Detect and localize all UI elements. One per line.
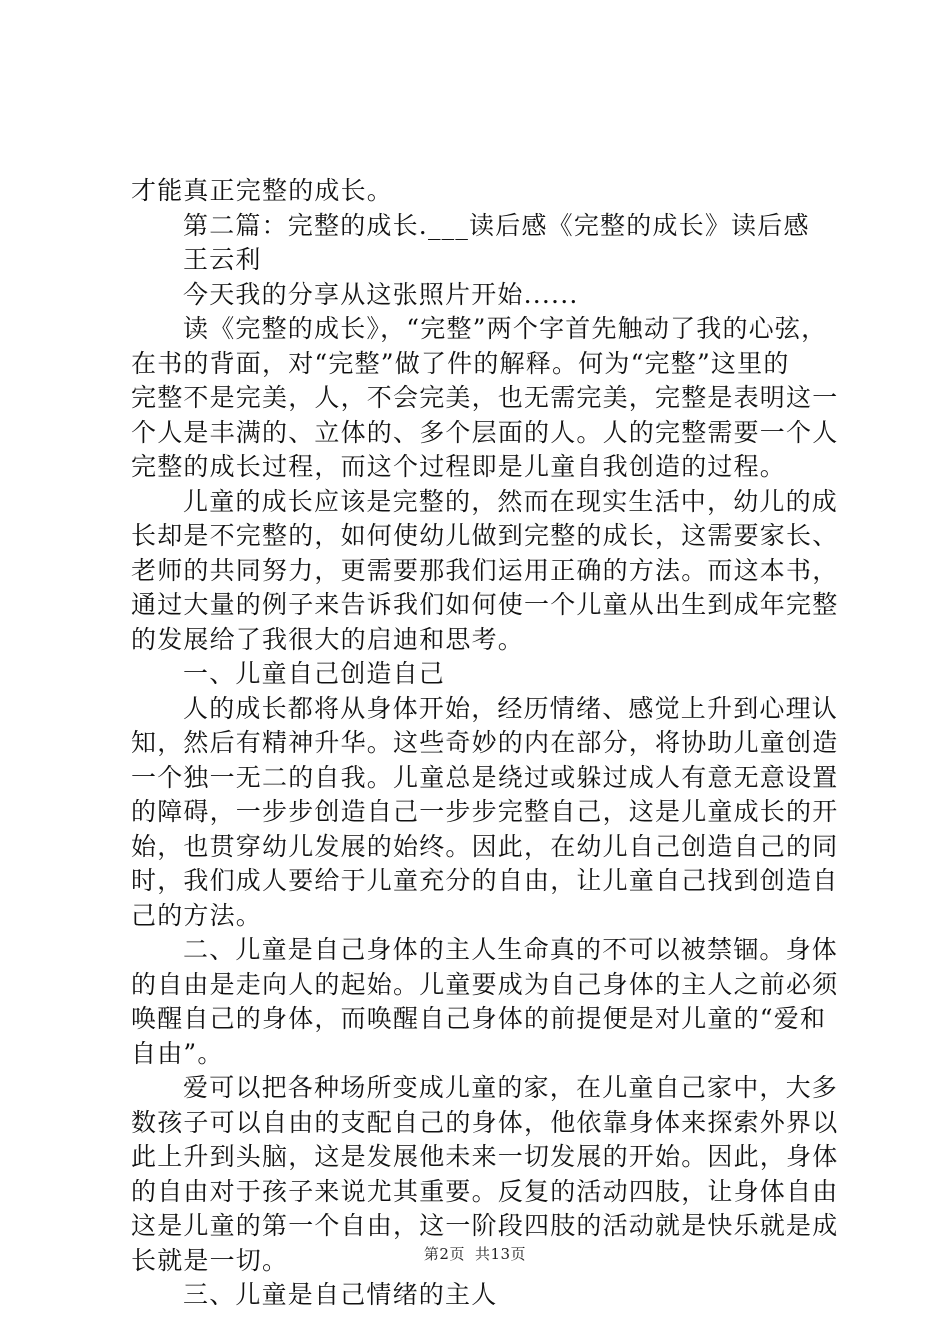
text-line: 儿童的成长应该是完整的，然而在现实生活中，幼儿的成 <box>183 486 839 516</box>
text-line: 三、儿童是自己情绪的主人 <box>183 1280 498 1309</box>
text-line: 个人是丰满的、立体的、多个层面的人。人的完整需要一个人 <box>131 417 839 447</box>
text-line: 这是儿童的第一个自由，这一阶段四肢的活动就是快乐就是成 <box>131 1211 839 1240</box>
page-footer <box>0 1243 950 1264</box>
text-line: 才能真正完整的成长。 <box>131 176 394 205</box>
text-line: 己的方法。 <box>131 900 263 930</box>
text-line: 始，也贯穿幼儿发展的始终。因此，在幼儿自己创造自己的同 <box>131 831 839 861</box>
total-pages: 共13页 <box>474 1245 527 1263</box>
text-line: 在书的背面，对“完整”做了件的解释。何为“完整”这里的 <box>131 348 790 378</box>
text-line: 王云利 <box>183 245 262 274</box>
text-line: 自由”。 <box>131 1038 224 1068</box>
text-line: 老师的共同努力，更需要那我们运用正确的方法。而这本书， <box>131 555 839 585</box>
text-line: 一个独一无二的自我。儿童总是绕过或躲过成人有意无意设置 <box>131 762 839 792</box>
text-line: 完整不是完美，人，不会完美，也无需完美，完整是表明这一 <box>131 383 839 412</box>
text-line: 人的成长都将从身体开始，经历情绪、感觉上升到心理认 <box>183 693 839 723</box>
text-line: 完整的成长过程，而这个过程即是儿童自我创造的过程。 <box>131 452 787 481</box>
text-line: 数孩子可以自由的支配自己的身体，他依靠身体来探索外界以 <box>131 1107 839 1137</box>
text-line: 读《完整的成长》，“完整”两个字首先触动了我的心弦， <box>183 314 828 343</box>
text-line: 长就是一切。 <box>131 1245 289 1275</box>
text-line: 一、儿童自己创造自己 <box>183 659 446 688</box>
document-body <box>131 174 839 1313</box>
page-number: 第2页 <box>423 1245 465 1263</box>
text-line: 时，我们成人要给于儿童充分的自由，让儿童自己找到创造自 <box>131 866 839 895</box>
text-line: 爱可以把各种场所变成儿童的家，在儿童自己家中，大多 <box>183 1073 839 1102</box>
text-line: 的自由是走向人的起始。儿童要成为自己身体的主人之前必须 <box>131 969 839 999</box>
text-line: 长却是不完整的，如何使幼儿做到完整的成长，这需要家长、 <box>131 521 839 550</box>
text-line: 此上升到头脑，这是发展他未来一切发展的开始。因此，身体 <box>131 1142 839 1171</box>
text-line: 的自由对于孩子来说尤其重要。反复的活动四肢，让身体自由 <box>131 1176 839 1206</box>
text-line: 唤醒自己的身体，而唤醒自己身体的前提便是对儿童的“爱和 <box>131 1004 827 1033</box>
text-line: 的发展给了我很大的启迪和思考。 <box>131 624 525 654</box>
text-line: 今天我的分享从这张照片开始...... <box>183 279 579 309</box>
text-line: 二、儿童是自己身体的主人生命真的不可以被禁锢。身体 <box>183 935 839 964</box>
text-line: 的障碍，一步步创造自己一步步完整自己，这是儿童成长的开 <box>131 797 839 826</box>
text-line: 第二篇：完整的成长.___读后感《完整的成长》读后感 <box>183 210 810 240</box>
text-line: 知，然后有精神升华。这些奇妙的内在部分，将协助儿童创造 <box>131 728 839 757</box>
text-line: 通过大量的例子来告诉我们如何使一个儿童从出生到成年完整 <box>131 590 839 619</box>
